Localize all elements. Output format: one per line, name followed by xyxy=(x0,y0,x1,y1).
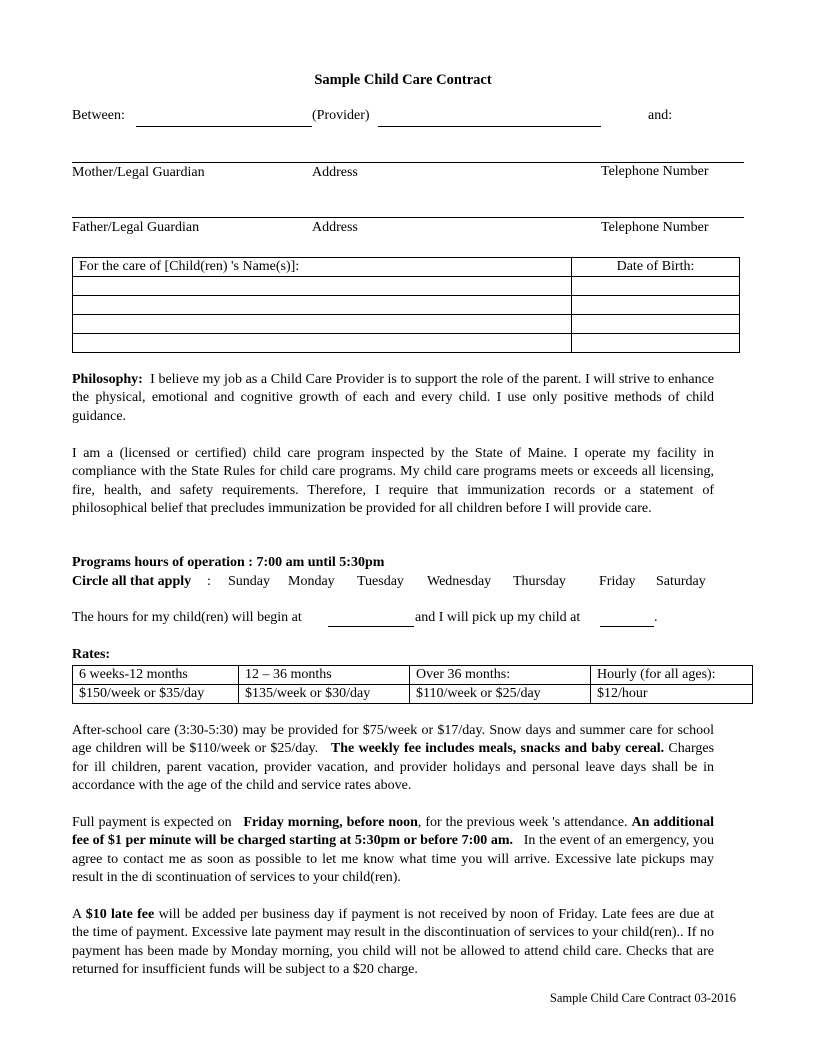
late-fee-paragraph xyxy=(72,906,714,979)
begin-time-field[interactable] xyxy=(328,626,414,627)
hours-line xyxy=(72,555,384,571)
child-dob-cell[interactable] xyxy=(572,277,740,296)
payment-text-1: Full payment is expected on xyxy=(72,815,232,830)
rate-value-toddler: $135/week or $30/day xyxy=(239,685,410,704)
rate-header-toddler: 12 – 36 months xyxy=(239,666,410,685)
mother-guardian-field[interactable] xyxy=(72,162,744,163)
parent-name-field[interactable] xyxy=(378,126,601,127)
table-row xyxy=(73,334,740,353)
philosophy-label: Philosophy: xyxy=(72,372,143,387)
child-dob-cell[interactable] xyxy=(572,334,740,353)
pickup-text: and I will pick up my child at xyxy=(415,610,581,625)
between-label: Between: xyxy=(72,108,125,123)
payment-bold-2: An additional fee of $1 per minute will be charged starting at 5:30pm or before 7:00 am. xyxy=(72,815,715,849)
child-name-cell[interactable] xyxy=(73,277,572,296)
rate-header-preschool: Over 36 months: xyxy=(410,666,591,685)
page-footer: Sample Child Care Contract 03-2016 xyxy=(549,991,736,1005)
father-guardian-field[interactable] xyxy=(72,217,744,218)
late-fee-text-1: A xyxy=(72,907,82,922)
begin-text: The hours for my child(ren) will begin at xyxy=(72,610,302,625)
day-thursday[interactable]: Thursday xyxy=(513,574,566,589)
and-label: and: xyxy=(648,108,673,123)
pickup-time-field[interactable] xyxy=(600,626,654,627)
pickup-end-punct: . xyxy=(654,610,658,625)
table-row xyxy=(73,685,753,704)
afterschool-bold: The weekly fee includes meals, snacks and baby cereal. xyxy=(330,741,665,757)
provider-name-field[interactable] xyxy=(136,126,312,127)
payment-text-2: , for the previous week 's attendance. xyxy=(417,815,628,830)
dob-header: Date of Birth: xyxy=(572,258,740,277)
afterschool-paragraph xyxy=(72,722,714,795)
day-monday[interactable]: Monday xyxy=(288,574,335,589)
day-tuesday[interactable]: Tuesday xyxy=(357,574,404,589)
payment-paragraph xyxy=(72,814,714,887)
father-guardian-label: Father/Legal Guardian xyxy=(72,220,200,235)
rate-header-infant: 6 weeks-12 months xyxy=(73,666,239,685)
circle-colon: : xyxy=(207,574,211,589)
rate-value-hourly: $12/hour xyxy=(591,685,753,704)
payment-text-3: In the event of an emergency, you agree to contact me as soon as possible to let me know what time you will arrive. Excessive late pickups may result in the di scontinuation of services to your child(ren). xyxy=(72,833,714,885)
table-row xyxy=(73,258,740,277)
day-saturday[interactable]: Saturday xyxy=(656,574,706,589)
philosophy-text: I believe my job as a Child Care Provider is to support the role of the parent. I will strive to enhance the physical, emotional and cognitive growth of each and every child. I use only positive methods of child guidance. xyxy=(72,372,714,424)
mother-phone-label: Telephone Number xyxy=(601,164,709,179)
child-dob-cell[interactable] xyxy=(572,315,740,334)
rate-value-preschool: $110/week or $25/day xyxy=(410,685,591,704)
rates-label: Rates: xyxy=(72,647,111,662)
afterschool-text-1: After-school care (3:30-5:30) may be provided for $75/week or $17/day. Snow days and summer care for school age children will be $110/week or $25/day. xyxy=(72,723,714,757)
rates-table xyxy=(72,665,753,704)
table-row xyxy=(73,296,740,315)
children-table xyxy=(72,257,740,353)
father-phone-label: Telephone Number xyxy=(601,220,709,235)
table-row xyxy=(73,315,740,334)
father-address-label: Address xyxy=(312,220,358,235)
table-row xyxy=(73,277,740,296)
day-friday[interactable]: Friday xyxy=(599,574,636,589)
day-sunday[interactable]: Sunday xyxy=(228,574,270,589)
afterschool-text-2: Charges for ill children, parent vacation, provider vacation, and provider holidays and personal leave days shall be in accordance with the age of the child and service rates above. xyxy=(72,741,715,793)
mother-guardian-label: Mother/Legal Guardian xyxy=(72,165,205,180)
rate-header-hourly: Hourly (for all ages): xyxy=(591,666,753,685)
late-fee-text-2: will be added per business day if payment is not received by noon of Friday. Late fees are due at the time of payment. Excessive late payment may result in the discontinuation of services to your child(ren).. If no payment has been made by Monday morning, you child will not be allowed to attend child care. Checks that are returned for insufficient funds will be subject to a $20 charge. xyxy=(72,907,715,977)
circle-label: Circle all that apply xyxy=(72,574,192,589)
child-dob-cell[interactable] xyxy=(572,296,740,315)
child-name-cell[interactable] xyxy=(73,334,572,353)
child-name-header: For the care of [Child(ren) 's Name(s)]: xyxy=(73,258,572,277)
day-wednesday[interactable]: Wednesday xyxy=(427,574,492,589)
table-row xyxy=(73,666,753,685)
philosophy-paragraph xyxy=(72,371,714,426)
provider-label: (Provider) xyxy=(312,108,370,123)
document-title: Sample Child Care Contract xyxy=(314,72,492,88)
rate-value-infant: $150/week or $35/day xyxy=(73,685,239,704)
payment-bold-1: Friday morning, before noon xyxy=(243,815,418,830)
late-fee-bold: $10 late fee xyxy=(85,907,155,922)
license-paragraph: I am a (licensed or certified) child care program inspected by the State of Maine. I operate my facility in compliance with the State Rules for child care programs. My child care programs meets or exceeds all licensing, fire, health, and safety requirements. Therefore, I require that immunization records or a statement of philosophical belief that precludes immunization be provided for all children before I will provide care. xyxy=(72,446,714,516)
child-name-cell[interactable] xyxy=(73,296,572,315)
child-name-cell[interactable] xyxy=(73,315,572,334)
mother-address-label: Address xyxy=(312,165,358,180)
hours-value: : 7:00 am until 5:30pm xyxy=(248,555,385,570)
hours-label: Programs hours of operation xyxy=(72,555,245,570)
